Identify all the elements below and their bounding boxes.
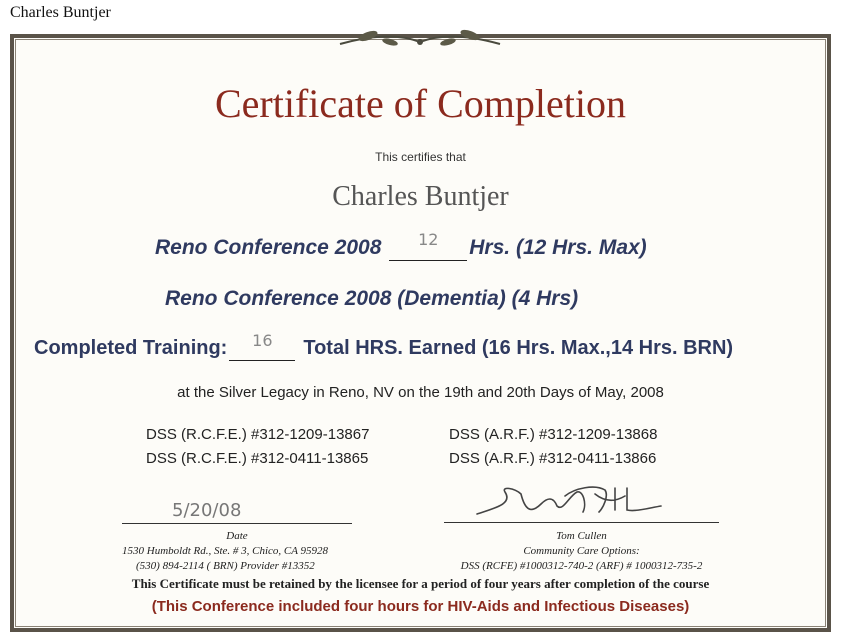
provider-address: 1530 Humboldt Rd., Ste. # 3, Chico, CA 95928: [122, 545, 329, 557]
leaf-ornament-icon: [330, 26, 510, 54]
signature-image: [465, 482, 665, 524]
total-hours-label: Total HRS. Earned (16 Hrs. Max.,14 Hrs. BRN): [303, 337, 734, 359]
completed-training-label: Completed Training:: [34, 337, 228, 359]
dss-arf-1: DSS (A.R.F.) #312-1209-13868: [449, 426, 658, 443]
signer-name: Tom Cullen: [556, 530, 607, 542]
header-name: Charles Buntjer: [10, 4, 111, 21]
signer-license-ids: DSS (RCFE) #1000312-740-2 (ARF) # 1000312-735-2: [460, 560, 703, 572]
retention-notice: This Certificate must be retained by the licensee for a period of four years after completion of the course: [131, 576, 710, 591]
handwritten-hours: 12: [418, 230, 439, 249]
date-signature-line: [122, 523, 352, 524]
certificate-title: Certificate of Completion: [215, 81, 626, 126]
completed-training-line: [34, 331, 734, 361]
handwritten-date: 5/20/08: [172, 500, 242, 521]
hours-blank: [389, 230, 467, 261]
date-label: Date: [226, 530, 248, 542]
provider-phone-number: (530) 894-2114 ( BRN) Provider #13352: [136, 560, 315, 572]
hiv-aids-notice: (This Conference included four hours for HIV-Aids and Infectious Diseases): [151, 598, 690, 615]
conference-label: Reno Conference 2008: [155, 236, 382, 259]
signer-signature-line: [444, 522, 719, 523]
certifies-text: This certifies that: [375, 150, 466, 164]
conference-hours-line: [155, 230, 647, 261]
dss-rcfe-1: DSS (R.C.F.E.) #312-1209-13867: [146, 426, 370, 443]
total-hours-blank: [229, 331, 295, 361]
signer-organization: Community Care Options:: [523, 545, 640, 557]
recipient-name: Charles Buntjer: [332, 181, 509, 212]
dementia-line: Reno Conference 2008 (Dementia) (4 Hrs): [165, 287, 579, 310]
location-date-text: at the Silver Legacy in Reno, NV on the 19th and 20th Days of May, 2008: [177, 384, 664, 401]
handwritten-total-hours: 16: [252, 331, 273, 350]
hours-max-label: Hrs. (12 Hrs. Max): [469, 236, 647, 259]
dss-arf-2: DSS (A.R.F.) #312-0411-13866: [449, 450, 657, 467]
dss-rcfe-2: DSS (R.C.F.E.) #312-0411-13865: [146, 450, 369, 467]
